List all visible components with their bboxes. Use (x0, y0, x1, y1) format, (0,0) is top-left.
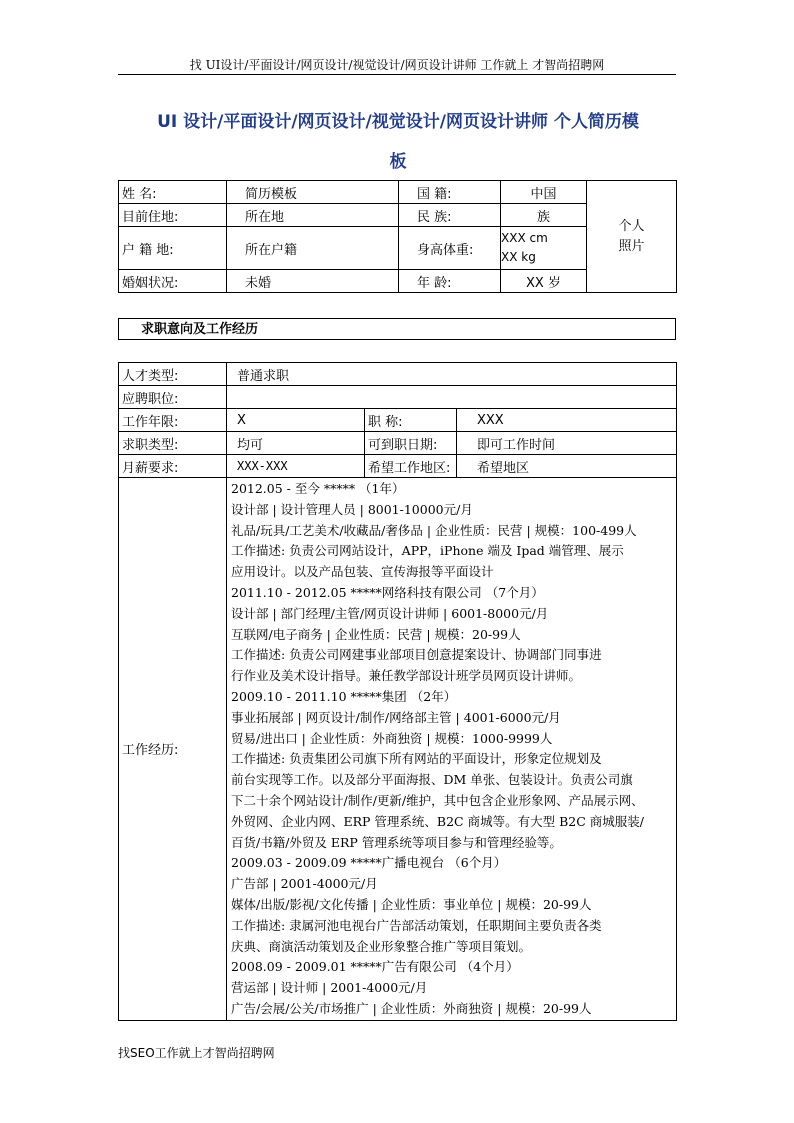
talent-type-value: 普通求职 (227, 363, 677, 386)
experience-line: 前台实现等工作。以及部分平面海报、DM 单张、包装设计。负责公司旗 (231, 772, 633, 788)
section-title: 求职意向及工作经历 (118, 318, 676, 340)
weight-value: XX kg (501, 250, 536, 264)
experience-line: 行作业及美术设计指导。兼任教学部设计班学员网页设计讲师。 (231, 668, 582, 684)
experience-line: 工作描述: 负责公司网建事业部项目创意提案设计、协调部门同事进 (231, 647, 602, 663)
experience-line: 工作描述: 负责公司网站设计，APP，iPhone 端及 Ipad 端管理、展示 (231, 543, 624, 559)
start-date-value: 即可工作时间 (457, 432, 677, 455)
experience-line: 外贸网、企业内网、ERP 管理系统、B2C 商城等。有大型 B2C 商城服装/ (231, 813, 644, 829)
title-line-1: UI 设计/平面设计/网页设计/视觉设计/网页设计讲师 个人简历模 (157, 112, 639, 132)
photo-text-1: 个人 (618, 218, 645, 234)
title-line-2: 板 (389, 152, 407, 172)
salary-label: 月薪要求: (119, 455, 227, 478)
marital-value: 未婚 (227, 270, 399, 293)
hukou-label: 户 籍 地: (119, 227, 227, 270)
experience-line: 事业拓展部 | 网页设计/制作/网络部主管 | 4001-6000元/月 (231, 709, 561, 725)
page-title (118, 102, 678, 182)
job-type-value: 均可 (227, 432, 365, 455)
years-label: 工作年限: (119, 409, 227, 432)
nation-value: 中国 (501, 181, 587, 204)
experience-line: 营运部 | 设计师 | 2001-4000元/月 (231, 980, 428, 996)
name-label: 姓 名: (119, 181, 227, 204)
photo-placeholder (587, 181, 677, 293)
photo-text-2: 照片 (618, 238, 645, 254)
experience-line: 应用设计。以及产品包装、宣传海报等平面设计 (231, 564, 494, 580)
experience-line: 互联网/电子商务 | 企业性质：民营 | 规模：20-99人 (231, 626, 521, 642)
years-value: X (227, 409, 365, 432)
experience-line: 2011.10 - 2012.05 *****网络科技有限公司 （7个月） (231, 584, 544, 600)
talent-type-label: 人才类型: (119, 363, 227, 386)
experience-line: 2008.09 - 2009.01 *****广告有限公司 （4个月） (231, 959, 519, 975)
job-title-value: XXX (457, 409, 677, 432)
ethnic-value: 族 (501, 204, 587, 227)
position-value (227, 386, 677, 409)
hukou-value: 所在户籍 (227, 227, 399, 270)
position-label: 应聘职位: (119, 386, 227, 409)
experience-line: 2009.10 - 2011.10 *****集团 （2年） (231, 688, 457, 704)
experience-line: 下二十余个网站设计/制作/更新/维护，其中包含企业形象网、产品展示网、 (231, 792, 644, 808)
age-value: XX 岁 (501, 270, 587, 293)
experience-content (227, 478, 677, 1021)
nation-label: 国 籍: (399, 181, 501, 204)
experience-line: 工作描述: 隶属河池电视台广告部活动策划，任职期间主要负责各类 (231, 917, 602, 933)
experience-line: 2009.03 - 2009.09 *****广播电视台 （6个月） (231, 855, 507, 871)
job-type-label: 求职类型: (119, 432, 227, 455)
experience-line: 百货/书籍/外贸及 ERP 管理系统等项目参与和管理经验等。 (231, 834, 562, 850)
name-value: 简历模板 (227, 181, 399, 204)
page-footer: 找SEO工作就上才智尚招聘网 (118, 1046, 275, 1060)
salary-value: XXX-XXX (227, 455, 365, 478)
job-title-label: 职 称: (365, 409, 457, 432)
start-date-label: 可到职日期: (365, 432, 457, 455)
basic-info-table (118, 180, 677, 293)
height-weight-label: 身高体重: (399, 227, 501, 270)
area-label: 希望工作地区: (365, 455, 457, 478)
experience-line: 设计部 | 部门经理/主管/网页设计讲师 | 6001-8000元/月 (231, 605, 549, 621)
experience-line: 广告/会展/公关/市场推广 | 企业性质：外商独资 | 规模：20-99人 (231, 1000, 592, 1016)
experience-label: 工作经历: (119, 478, 227, 1021)
experience-line: 工作描述: 负责集团公司旗下所有网站的平面设计，形象定位规划及 (231, 751, 602, 767)
experience-line: 贸易/进出口 | 企业性质：外商独资 | 规模：1000-9999人 (231, 730, 553, 746)
marital-label: 婚姻状况: (119, 270, 227, 293)
page-header: 找 UI设计/平面设计/网页设计/视觉设计/网页设计讲师 工作就上 才智尚招聘网 (118, 56, 676, 75)
experience-line: 庆典、商演活动策划及企业形象整合推广等项目策划。 (231, 938, 532, 954)
intent-table (118, 362, 677, 1021)
ethnic-label: 民 族: (399, 204, 501, 227)
area-value: 希望地区 (457, 455, 677, 478)
residence-label: 目前住地: (119, 204, 227, 227)
experience-line: 媒体/出版/影视/文化传播 | 企业性质：事业单位 | 规模：20-99人 (231, 896, 592, 912)
age-label: 年 龄: (399, 270, 501, 293)
experience-line: 2012.05 - 至今 ***** （1年） (231, 481, 405, 496)
residence-value: 所在地 (227, 204, 399, 227)
height-weight-value (501, 227, 587, 270)
experience-line: 礼品/玩具/工艺美术/收藏品/奢侈品 | 企业性质：民营 | 规模：100-499人 (231, 522, 637, 538)
experience-line: 广告部 | 2001-4000元/月 (231, 876, 378, 892)
height-value: XXX cm (501, 231, 548, 245)
experience-line: 设计部 | 设计管理人员 | 8001-10000元/月 (231, 501, 473, 517)
